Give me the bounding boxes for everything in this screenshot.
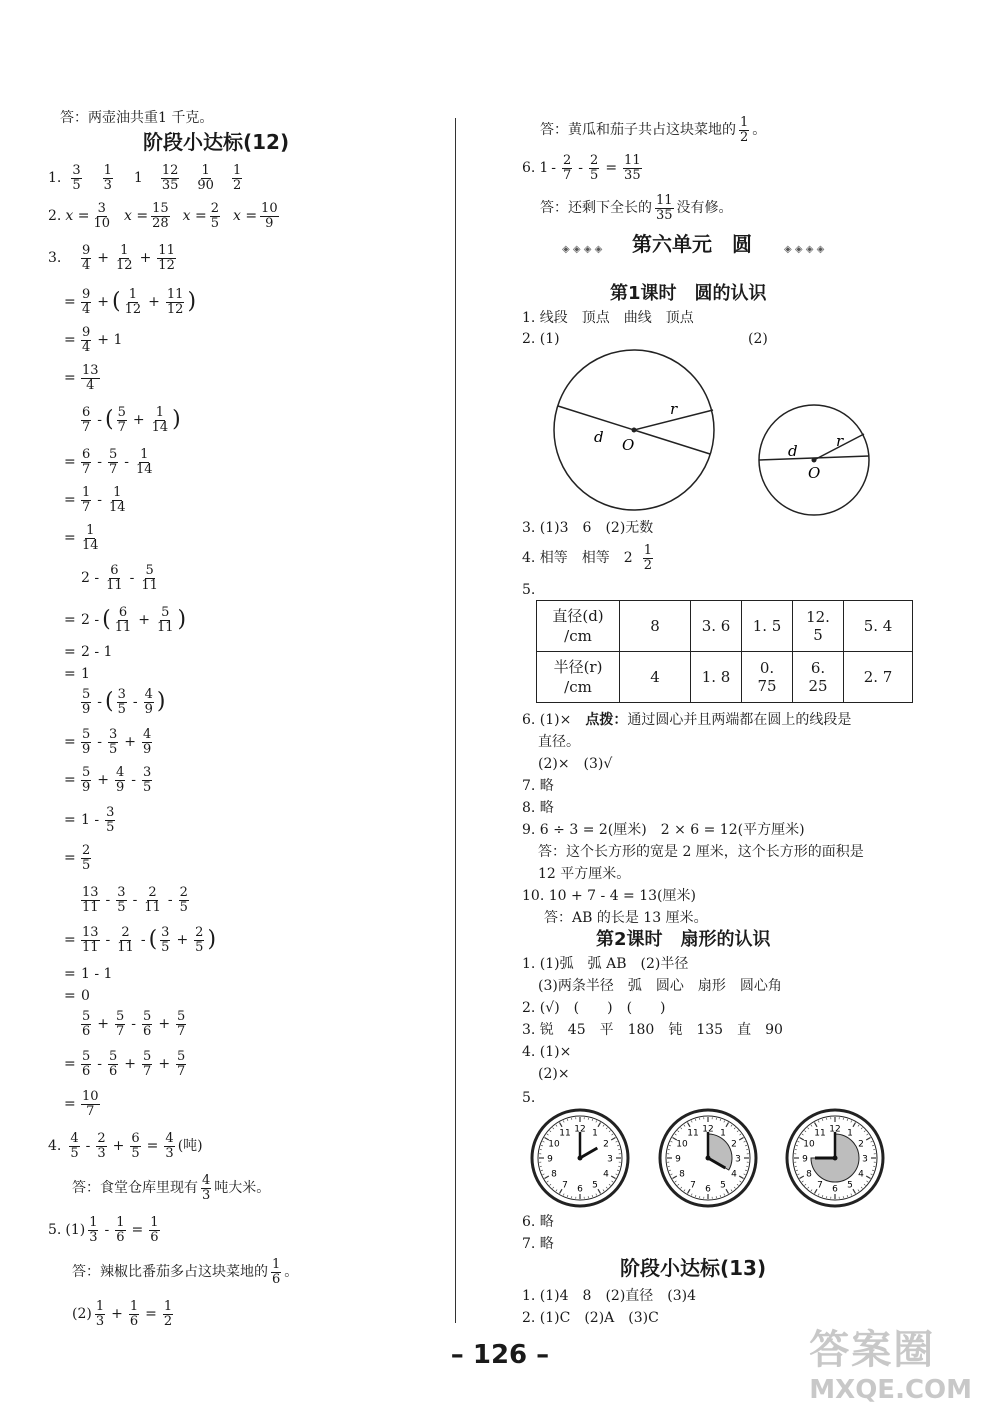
fraction: $\frac{11}{12}$ — [166, 286, 184, 317]
q3-expression-line: 2 - $\frac{6}{11}$ - $\frac{5}{11}$ — [81, 562, 158, 593]
clock-number: 10 — [548, 1139, 560, 1150]
clock-number: 7 — [562, 1180, 568, 1191]
fraction: $\frac{1}{7}$ — [82, 484, 91, 515]
clock-number: 10 — [803, 1139, 815, 1150]
q3-expression-line: = $\frac{1}{14}$ — [64, 522, 99, 553]
q2-row: 2. x = $\frac{3}{10}$ x = $\frac{15}{28}$ x = $\frac{2}{5}$ x = $\frac{10}{9}$ — [48, 200, 278, 231]
q3-expression-line: = $\frac{13}{4}$ — [64, 362, 99, 393]
l1-q9-answer2: 12 平方厘米。 — [538, 866, 631, 882]
section-12-title: 阶段小达标(12) — [143, 130, 290, 154]
clock-number: 9 — [675, 1154, 681, 1165]
label-d: d — [594, 428, 604, 446]
q3-expression-line: = 0 — [64, 988, 90, 1004]
q3-expression-line: = 2 - 1 — [64, 644, 113, 660]
q3-expression-line: = $\frac{2}{5}$ — [64, 842, 91, 873]
clock-number: 7 — [817, 1180, 823, 1191]
fraction: $\frac{13}{11}$ — [82, 924, 99, 955]
hour-hand — [580, 1148, 597, 1158]
q3-expression-line: = 1 — [64, 666, 90, 682]
fraction: $\frac{6}{7}$ — [82, 404, 91, 435]
fraction: $\frac{5}{7}$ — [143, 1048, 152, 1079]
fraction: $\frac{4}{9}$ — [116, 764, 125, 795]
label-r-small: r — [836, 432, 844, 450]
fraction: $\frac{10}{7}$ — [82, 1088, 99, 1119]
q3-expression-line: $\frac{5}{9}$ - ( $\frac{3}{5}$ - $\frac{4}{9}$ ) — [82, 686, 166, 717]
clock-number: 6 — [705, 1184, 711, 1195]
fraction: $\frac{2}{5}$ — [210, 200, 219, 231]
l1-q5: 5. — [522, 582, 536, 598]
q3-expression-line: $\frac{5}{6}$ + $\frac{5}{7}$ - $\frac{5}{6}$ + $\frac{5}{7}$ — [82, 1008, 186, 1039]
clock-number: 8 — [679, 1169, 685, 1180]
clock-number: 3 — [607, 1154, 613, 1165]
q3-expression-line: = 2 - ( $\frac{6}{11}$ + $\frac{5}{11}$ ) — [64, 604, 187, 635]
decor-dots-right: ◈ ◈ ◈ ◈ — [784, 244, 825, 255]
q6-equation: 6. 1 - $\frac{2}{7}$ - $\frac{2}{5}$ = $\frac{11}{35}$ — [522, 152, 641, 183]
fraction: $\frac{1}{14}$ — [136, 446, 153, 477]
clock-number: 2 — [603, 1139, 609, 1150]
fraction: $\frac{3}{5}$ — [72, 162, 81, 193]
l1-q2: 2. (1) — [522, 331, 560, 347]
fraction: $\frac{5}{9}$ — [82, 764, 91, 795]
clock-number: 12 — [574, 1124, 586, 1135]
fraction: $\frac{12}{35}$ — [161, 162, 179, 193]
fraction: $\frac{5}{7}$ — [177, 1008, 186, 1039]
fraction: $\frac{5}{6}$ — [82, 1008, 91, 1039]
q3-expression-line: = 1 - $\frac{3}{5}$ — [64, 804, 115, 835]
q3-expression-line: = $\frac{9}{4}$ + ( $\frac{1}{12}$ + $\frac{11}{12}$ ) — [64, 286, 197, 317]
q1-row — [48, 162, 245, 194]
circle-diagrams — [552, 348, 922, 518]
fraction: $\frac{1}{12}$ — [116, 242, 133, 273]
clock-number: 1 — [592, 1128, 598, 1139]
clock-diagrams — [530, 1108, 900, 1210]
q4-answer: 答：食堂仓库里现有 $\frac{4}{3}$ 吨大米。 — [72, 1172, 271, 1203]
radius-table — [536, 600, 913, 703]
fraction: $\frac{13}{4}$ — [82, 362, 99, 393]
l1-q6-cont: 直径。 — [538, 734, 580, 750]
label-d-small: d — [788, 442, 798, 460]
clock-number: 4 — [731, 1169, 737, 1180]
clock-number: 4 — [858, 1169, 864, 1180]
l1-q10: 10. 10 + 7 - 4 = 13(厘米) — [522, 888, 696, 904]
q3-expression-line: = $\frac{5}{9}$ + $\frac{4}{9}$ - $\frac{3}{5}$ — [64, 764, 152, 795]
l2-q4b: (2)× — [538, 1066, 570, 1082]
q1-label: 1. — [48, 170, 62, 186]
watermark: 答案圈 MXQE.COM — [809, 1327, 972, 1405]
fraction: $\frac{3}{5}$ — [161, 924, 170, 955]
l1-q4: 4. 相等 相等 2 $\frac{1}{2}$ — [522, 542, 652, 573]
clock-number: 6 — [832, 1184, 838, 1195]
fraction: $\frac{1}{90}$ — [197, 162, 214, 193]
fraction: $\frac{6}{7}$ — [82, 446, 91, 477]
column-divider — [455, 118, 456, 1323]
clock-number: 11 — [687, 1128, 699, 1139]
clock-number: 9 — [802, 1154, 808, 1165]
q3-expression-line: = $\frac{5}{6}$ - $\frac{5}{6}$ + $\frac{5}{7}$ + $\frac{5}{7}$ — [64, 1048, 186, 1079]
l1-q1: 1. 线段 顶点 曲线 顶点 — [522, 310, 694, 326]
table-row: 直径(d) /cm 8 3. 6 1. 5 12. 5 5. 4 — [537, 601, 913, 652]
l1-q9: 9. 6 ÷ 3 = 2(厘米) 2 × 6 = 12(平方厘米) — [522, 822, 805, 838]
clock-number: 11 — [814, 1128, 826, 1139]
clock-number: 2 — [858, 1139, 864, 1150]
fraction: $\frac{3}{5}$ — [106, 804, 115, 835]
label-o: O — [622, 436, 635, 454]
fraction: $\frac{6}{11}$ — [114, 604, 132, 635]
q3-expression-line: $\frac{13}{11}$ - $\frac{3}{5}$ - $\frac{2}{11}$ - $\frac{2}{5}$ — [82, 884, 188, 915]
fraction: $\frac{5}{6}$ — [143, 1008, 152, 1039]
q4-equation: 4. $\frac{4}{5}$ - $\frac{2}{3}$ + $\frac{6}{5}$ = $\frac{4}{3}$ (吨) — [48, 1130, 203, 1161]
fraction: $\frac{13}{11}$ — [82, 884, 99, 915]
clock-face — [660, 1110, 756, 1206]
clock-number: 3 — [735, 1154, 741, 1165]
fraction: $\frac{3}{10}$ — [93, 200, 110, 231]
cucumber-answer: 答：黄瓜和茄子共占这块菜地的 $\frac{1}{2}$ 。 — [540, 114, 767, 145]
clock-number: 2 — [731, 1139, 737, 1150]
fraction: $\frac{4}{9}$ — [144, 686, 153, 717]
label-o-small: O — [808, 464, 821, 482]
fraction: $\frac{10}{9}$ — [261, 200, 278, 231]
q5-part2: (2) $\frac{1}{3}$ + $\frac{1}{6}$ = $\frac{1}{2}$ — [72, 1298, 173, 1329]
l1-q6a: 6. (1)× 点拨：通过圆心并且两端都在圆上的线段是 — [522, 712, 852, 728]
q3-expression-line: 3. $\frac{9}{4}$ + $\frac{1}{12}$ + $\frac{11}{12}$ — [48, 242, 175, 273]
clock-face — [532, 1110, 628, 1206]
q2-label: 2. — [48, 208, 62, 224]
value: 1 — [133, 170, 143, 186]
fraction: $\frac{3}{5}$ — [117, 884, 126, 915]
clock-number: 1 — [720, 1128, 726, 1139]
clock-number: 7 — [690, 1180, 696, 1191]
q3-expression-line: = $\frac{5}{9}$ - $\frac{3}{5}$ + $\frac{4}{9}$ — [64, 726, 152, 757]
page-number: – 126 – — [450, 1340, 550, 1370]
clock-number: 3 — [862, 1154, 868, 1165]
fraction: $\frac{9}{4}$ — [82, 242, 91, 273]
l1-q7: 7. 略 — [522, 778, 554, 794]
l2-q6: 6. 略 — [522, 1214, 554, 1230]
unit-title: 第六单元 圆 — [632, 232, 752, 256]
q3-expression-line: = $\frac{9}{4}$ + 1 — [64, 324, 123, 355]
clock-number: 12 — [702, 1124, 714, 1135]
fraction: $\frac{1}{14}$ — [82, 522, 99, 553]
fraction: $\frac{5}{11}$ — [141, 562, 158, 593]
fraction: $\frac{2}{5}$ — [195, 924, 204, 955]
clock-number: 9 — [547, 1154, 553, 1165]
clock-number: 1 — [847, 1128, 853, 1139]
q5-part1: 5. (1) $\frac{1}{3}$ - $\frac{1}{6}$ = $\frac{1}{6}$ — [48, 1214, 159, 1245]
l2-q3: 3. 锐 45 平 180 钝 135 直 90 — [522, 1022, 783, 1038]
l1-q6b: (2)× (3)√ — [538, 756, 613, 772]
l1-q3: 3. (1)3 6 (2)无数 — [522, 520, 654, 536]
fraction: $\frac{3}{5}$ — [109, 726, 118, 757]
lesson1-title: 第1课时 圆的认识 — [610, 283, 767, 304]
clock-number: 11 — [559, 1128, 571, 1139]
fraction: $\frac{2}{11}$ — [144, 884, 161, 915]
fraction: $\frac{5}{7}$ — [116, 1008, 125, 1039]
clock-number: 8 — [551, 1169, 557, 1180]
l1-q10-answer: 答：AB 的长是 13 厘米。 — [544, 910, 708, 926]
fraction: $\frac{1}{14}$ — [151, 404, 169, 435]
fraction: $\frac{5}{6}$ — [109, 1048, 118, 1079]
fraction: $\frac{2}{11}$ — [117, 924, 134, 955]
fraction: $\frac{3}{5}$ — [143, 764, 152, 795]
decor-dots-left: ◈ ◈ ◈ ◈ — [562, 244, 603, 255]
l1-q2b: (2) — [748, 331, 768, 347]
center-dot — [632, 428, 637, 433]
fraction: $\frac{5}{11}$ — [156, 604, 174, 635]
q3-expression-line: = 1 - 1 — [64, 966, 113, 982]
answer-oil: 答：两壶油共重1 千克。 — [60, 110, 214, 126]
label-r: r — [670, 400, 678, 418]
fraction: $\frac{1}{3}$ — [103, 162, 112, 193]
s13-q2: 2. (1)C (2)A (3)C — [522, 1310, 659, 1326]
fraction: $\frac{4}{9}$ — [143, 726, 152, 757]
clock-number: 12 — [829, 1124, 841, 1135]
fraction: $\frac{3}{5}$ — [117, 686, 126, 717]
fraction: $\frac{2}{5}$ — [179, 884, 188, 915]
q5-answer: 答：辣椒比番茄多占这块菜地的 $\frac{1}{6}$ 。 — [72, 1256, 299, 1287]
q3-expression-line: = $\frac{13}{11}$ - $\frac{2}{11}$ - ( $\frac{3}{5}$ + $\frac{2}{5}$ ) — [64, 924, 217, 955]
l2-q7: 7. 略 — [522, 1236, 554, 1252]
fraction: $\frac{5}{7}$ — [177, 1048, 186, 1079]
l2-q4a: 4. (1)× — [522, 1044, 572, 1060]
table-row: 半径(r) /cm 4 1. 8 0. 75 6. 25 2. 7 — [537, 652, 913, 703]
l2-q1b: (3)两条半径 弧 圆心 扇形 圆心角 — [538, 978, 782, 994]
clock-number: 6 — [577, 1184, 583, 1195]
q3-expression-line: $\frac{6}{7}$ - ( $\frac{5}{7}$ + $\frac{1}{14}$ ) — [82, 404, 181, 435]
clock-number: 5 — [720, 1180, 726, 1191]
q3-expression-line: = $\frac{6}{7}$ - $\frac{5}{7}$ - $\frac{1}{14}$ — [64, 446, 153, 477]
clock-face — [787, 1110, 883, 1206]
fraction: $\frac{5}{9}$ — [82, 726, 91, 757]
clock-number: 5 — [847, 1180, 853, 1191]
q6-answer: 答：还剩下全长的 $\frac{11}{35}$ 没有修。 — [540, 192, 733, 223]
fraction: $\frac{1}{14}$ — [109, 484, 126, 515]
l1-q9-answer1: 答：这个长方形的宽是 2 厘米，这个长方形的面积是 — [538, 844, 864, 860]
fraction: $\frac{5}{6}$ — [82, 1048, 91, 1079]
fraction: $\frac{11}{12}$ — [158, 242, 175, 273]
l2-q5: 5. — [522, 1090, 536, 1106]
l1-q8: 8. 略 — [522, 800, 554, 816]
section-13-title: 阶段小达标(13) — [620, 1256, 767, 1280]
center-dot-small — [812, 458, 817, 463]
q3-expression-line: = $\frac{1}{7}$ - $\frac{1}{14}$ — [64, 484, 126, 515]
fraction: $\frac{6}{11}$ — [106, 562, 123, 593]
fraction: $\frac{1}{2}$ — [232, 162, 242, 193]
clock-number: 5 — [592, 1180, 598, 1191]
q3-expression-line: = $\frac{10}{7}$ — [64, 1088, 99, 1119]
fraction: $\frac{9}{4}$ — [82, 324, 91, 355]
lesson2-title: 第2课时 扇形的认识 — [596, 929, 771, 950]
fraction: $\frac{5}{9}$ — [82, 686, 91, 717]
fraction: $\frac{15}{28}$ — [152, 200, 169, 231]
fraction: $\frac{2}{5}$ — [82, 842, 91, 873]
fraction: $\frac{9}{4}$ — [82, 286, 91, 317]
fraction: $\frac{5}{7}$ — [117, 404, 126, 435]
s13-q1: 1. (1)4 8 (2)直径 (3)4 — [522, 1288, 697, 1304]
fraction: $\frac{5}{7}$ — [109, 446, 118, 477]
clock-number: 8 — [806, 1169, 812, 1180]
fraction: $\frac{1}{12}$ — [124, 286, 142, 317]
l2-q1a: 1. (1)弧 弧 AB (2)半径 — [522, 956, 689, 972]
clock-number: 10 — [676, 1139, 688, 1150]
l2-q2: 2. (√) ( ) ( ) — [522, 1000, 666, 1016]
clock-number: 4 — [603, 1169, 609, 1180]
